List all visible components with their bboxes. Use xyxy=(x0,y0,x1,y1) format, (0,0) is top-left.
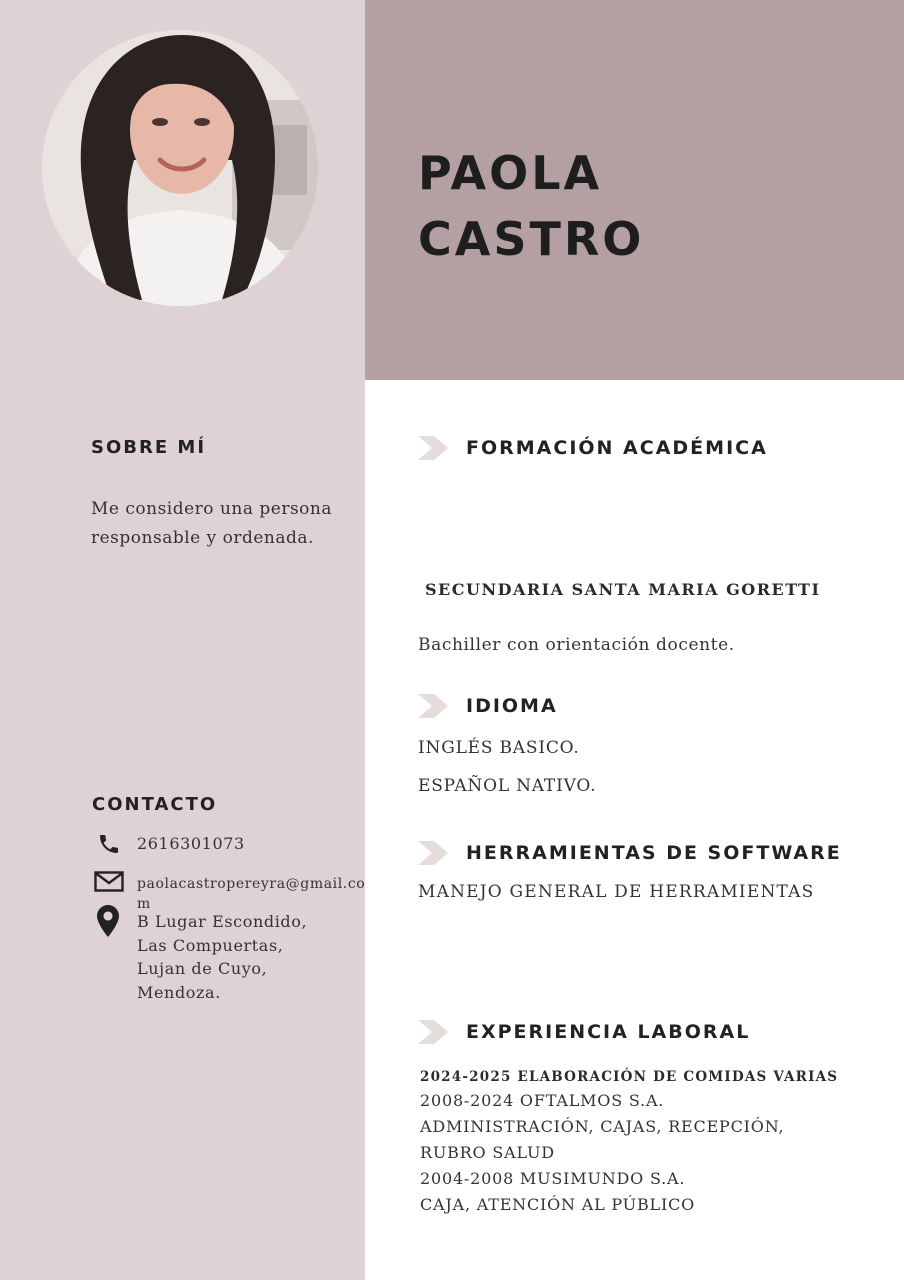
full-name xyxy=(418,140,644,272)
software-title: HERRAMIENTAS DE SOFTWARE xyxy=(466,842,842,864)
software-item: MANEJO GENERAL DE HERRAMIENTAS xyxy=(418,882,815,902)
map-pin-icon xyxy=(97,905,119,937)
address-line: Lujan de Cuyo, xyxy=(137,959,268,978)
chevron-icon xyxy=(418,841,448,865)
language-item: ESPAÑOL NATIVO. xyxy=(418,776,597,796)
experience-list xyxy=(420,1066,890,1218)
about-title: SOBRE MÍ xyxy=(91,437,207,458)
email-address[interactable]: paolacastropereyra@gmail.com xyxy=(137,876,366,912)
address-line: B Lugar Escondido, xyxy=(137,912,308,931)
experience-title: EXPERIENCIA LABORAL xyxy=(466,1021,751,1043)
languages-title: IDIOMA xyxy=(466,695,558,717)
chevron-icon xyxy=(418,1020,448,1044)
experience-line: 2024-2025 ELABORACIÓN DE COMIDAS VARIAS xyxy=(420,1069,839,1085)
contact-title: CONTACTO xyxy=(92,794,218,815)
language-item: INGLÉS BASICO. xyxy=(418,738,580,758)
degree: Bachiller con orientación docente. xyxy=(418,635,735,655)
chevron-icon xyxy=(418,694,448,718)
experience-line: ADMINISTRACIÓN, CAJAS, RECEPCIÓN, xyxy=(420,1117,785,1136)
experience-line: 2004-2008 MUSIMUNDO S.A. xyxy=(420,1169,686,1188)
address xyxy=(137,910,307,1004)
address-line: Mendoza. xyxy=(137,982,221,1002)
profile-photo xyxy=(42,30,318,306)
experience-line: RUBRO SALUD xyxy=(420,1143,555,1162)
experience-line: 2008-2024 OFTALMOS S.A. xyxy=(420,1091,665,1110)
phone-number[interactable]: 2616301073 xyxy=(137,834,245,853)
last-name: CASTRO xyxy=(418,212,645,266)
first-name: PAOLA xyxy=(418,146,603,200)
address-line: Las Compuertas, xyxy=(137,935,284,955)
about-text: Me considero una persona responsable y ordenada. xyxy=(91,499,332,548)
education-title: FORMACIÓN ACADÉMICA xyxy=(466,437,768,459)
phone-icon xyxy=(97,832,121,856)
school-name: SECUNDARIA SANTA MARIA GORETTI xyxy=(425,580,821,599)
experience-line: CAJA, ATENCIÓN AL PÚBLICO xyxy=(420,1195,696,1214)
chevron-icon xyxy=(418,436,448,460)
envelope-icon xyxy=(94,871,124,892)
